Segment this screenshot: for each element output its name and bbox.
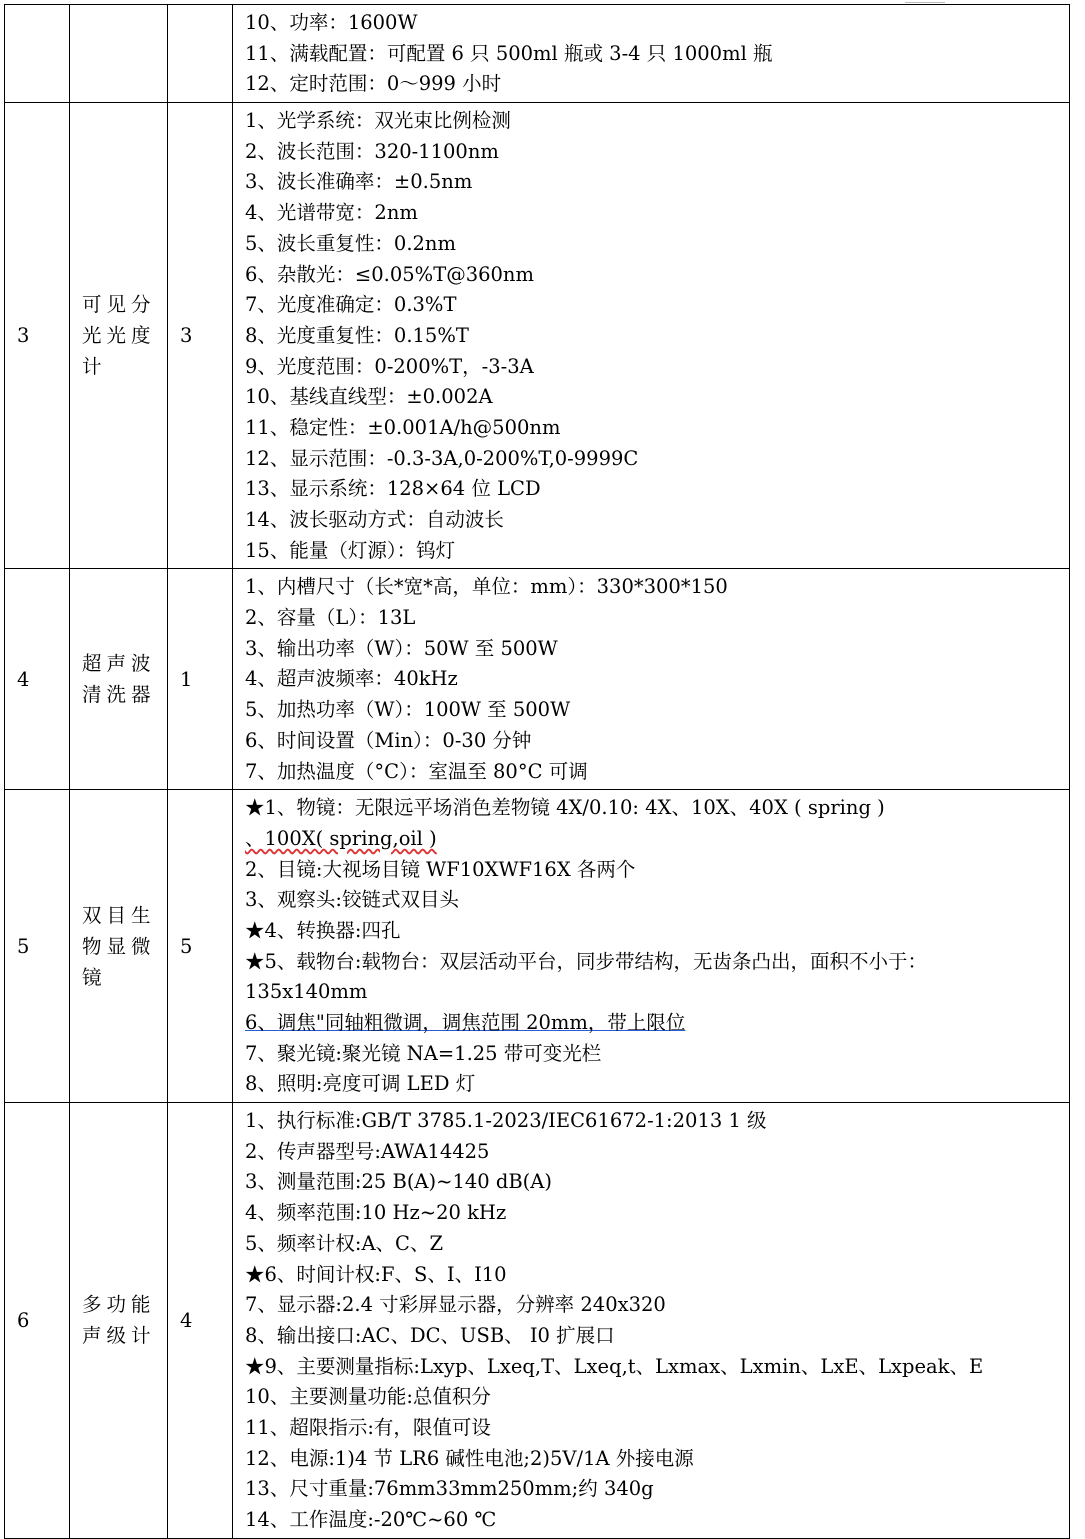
spec-line: 15、能量（灯源）：钨灯 [245, 538, 456, 562]
spec-line: 3、波长准确率：±0.5nm [245, 170, 473, 194]
page-edge-mark [905, 0, 945, 3]
spec-line: 2、目镜:大视场目镜 WF10XWF16X 各两个 [245, 857, 636, 881]
spec-line: 4、频率范围:10 Hz~20 kHz [245, 1201, 507, 1225]
spec-line: 5、加热功率（W）：100W 至 500W [245, 698, 571, 722]
equipment-name: 双目生物显微镜 [70, 790, 168, 1103]
spec-line: ★4、转换器:四孔 [245, 918, 401, 942]
spec-line: ★5、载物台:载物台：双层活动平台，同步带结构，无齿条凸出，面积不小于： [245, 949, 927, 973]
equipment-name: 多功能声级计 [70, 1103, 168, 1539]
underlined-text: 6、调焦"同轴粗微调，调焦范围 20mm，带上限位 [245, 1011, 686, 1034]
spec-list [233, 103, 1070, 569]
spec-line: 135x140mm [245, 980, 368, 1004]
spec-line: ★6、时间计权:F、S、I、I10 [245, 1262, 507, 1286]
spec-line: ★9、主要测量指标:Lxyp、Lxeq,T、Lxeq,t、Lxmax、Lxmin、LxE、Lxpeak、E [245, 1354, 984, 1378]
spec-line: 6、时间设置（Min）：0-30 分钟 [245, 728, 532, 752]
spec-line [245, 1008, 1063, 1039]
equipment-name: 超声波清洗器 [70, 569, 168, 790]
spell-check-underlined-text: 、100X( spring,oil ) [245, 826, 437, 850]
spec-line: 8、光度重复性：0.15%T [245, 323, 469, 347]
equipment-spec-table [4, 4, 1070, 1539]
spec-line: 11、超限指示:有，限值可设 [245, 1415, 491, 1439]
quantity: 4 [168, 1103, 233, 1539]
spec-line: 7、光度准确定：0.3%T [245, 293, 457, 317]
spec-line: 14、工作温度:-20℃~60 ℃ [245, 1508, 497, 1531]
row-number: 5 [5, 790, 70, 1103]
spec-line: 13、显示系统：128×64 位 LCD [245, 477, 541, 501]
equipment-name [70, 5, 168, 103]
spec-line: 11、满载配置：可配置 6 只 500ml 瓶或 3-4 只 1000ml 瓶 [245, 41, 773, 65]
spec-line: ★1、物镜：无限远平场消色差物镜 4X/0.10: 4X、10X、40X ( spring ) [245, 796, 885, 820]
spec-line: 8、输出接口:AC、DC、USB、 I0 扩展口 [245, 1323, 615, 1347]
spec-line: 2、波长范围：320-1100nm [245, 139, 499, 163]
spec-line: 8、照明:亮度可调 LED 灯 [245, 1072, 476, 1096]
spec-line: 13、尺寸重量:76mm33mm250mm;约 340g [245, 1477, 654, 1501]
spec-line: 2、容量（L）：13L [245, 606, 416, 630]
spec-list [233, 5, 1070, 103]
spec-line: 1、执行标准:GB/T 3785.1-2023/IEC61672-1:2013 1 级 [245, 1109, 767, 1133]
spec-line: 1、内槽尺寸（长*宽*高，单位：mm）：330*300*150 [245, 575, 728, 599]
spec-line: 10、基线直线型：±0.002A [245, 385, 493, 409]
spec-line: 7、显示器:2.4 寸彩屏显示器，分辨率 240x320 [245, 1293, 666, 1317]
spec-line: 12、显示范围：-0.3-3A,0-200%T,0-9999C [245, 446, 639, 470]
spec-line: 9、光度范围：0-200%T，-3-3A [245, 354, 534, 378]
spec-line: 7、聚光镜:聚光镜 NA=1.25 带可变光栏 [245, 1041, 602, 1065]
spec-line: 12、定时范围：0～999 小时 [245, 72, 502, 96]
quantity: 3 [168, 103, 233, 569]
spec-line [245, 824, 1063, 855]
spec-line: 5、频率计权:A、C、Z [245, 1231, 444, 1255]
quantity: 1 [168, 569, 233, 790]
spec-line: 6、杂散光：≤0.05%T@360nm [245, 262, 534, 286]
row-number [5, 5, 70, 103]
table-row-spectrophotometer [5, 103, 1070, 569]
table-row-microscope [5, 790, 1070, 1103]
spec-line: 2、传声器型号:AWA14425 [245, 1139, 490, 1163]
spec-list [233, 1103, 1070, 1539]
table-row-ultrasonic-cleaner [5, 569, 1070, 790]
spec-line: 10、主要测量功能:总值积分 [245, 1385, 491, 1409]
spec-line: 3、输出功率（W）：50W 至 500W [245, 636, 558, 660]
spec-line: 11、稳定性：±0.001A/h@500nm [245, 415, 561, 439]
quantity [168, 5, 233, 103]
spec-line: 3、测量范围:25 B(A)~140 dB(A) [245, 1170, 552, 1194]
spec-line: 7、加热温度（°C）：室温至 80°C 可调 [245, 759, 588, 783]
spec-line: 12、电源:1)4 节 LR6 碱性电池;2)5V/1A 外接电源 [245, 1446, 694, 1470]
spec-line: 1、光学系统：双光束比例检测 [245, 109, 511, 133]
spec-line: 10、功率：1600W [245, 11, 418, 34]
table-row-continuation [5, 5, 1070, 103]
table-row-sound-level-meter [5, 1103, 1070, 1539]
spec-line: 5、波长重复性：0.2nm [245, 231, 456, 255]
row-number: 3 [5, 103, 70, 569]
spec-line: 4、光谱带宽：2nm [245, 201, 418, 225]
row-number: 6 [5, 1103, 70, 1539]
spec-line: 14、波长驱动方式：自动波长 [245, 508, 504, 531]
spec-line: 4、超声波频率：40kHz [245, 667, 458, 691]
equipment-name: 可见分光光度计 [70, 103, 168, 569]
quantity: 5 [168, 790, 233, 1103]
spec-list [233, 790, 1070, 1103]
spec-line: 3、观察头:铰链式双目头 [245, 888, 459, 912]
row-number: 4 [5, 569, 70, 790]
spec-list [233, 569, 1070, 790]
